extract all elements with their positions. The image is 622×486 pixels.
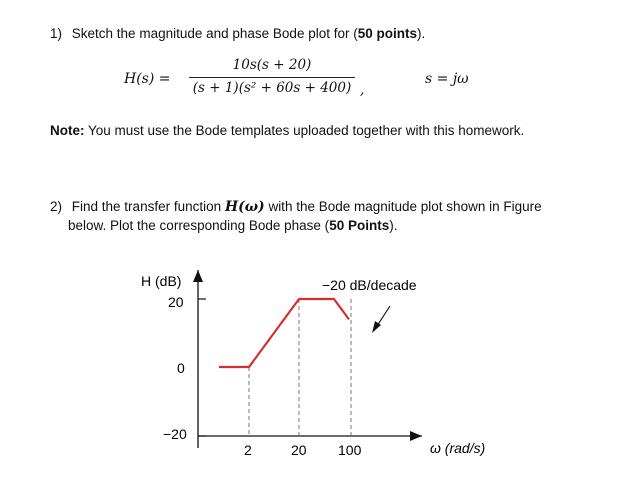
x-axis-arrow (410, 431, 422, 441)
x-tick-label-100: 100 (338, 442, 362, 458)
transfer-function-numerator: 10s(s + 20) (232, 57, 312, 73)
slope-annotation: −20 dB/decade (322, 277, 417, 293)
laplace-substitution: s = jω (425, 71, 469, 87)
question-1-prompt: Sketch the magnitude and phase Bode plot for ( (71, 26, 358, 41)
question-1-number: 1) (50, 26, 63, 41)
question-2-prompt-rest: with the Bode magnitude plot shown in Figure (264, 199, 542, 214)
note-text: You must use the Bode templates uploaded together with this homework. (84, 123, 525, 138)
transfer-function-denominator: (s + 1)(s² + 60s + 400) (192, 80, 352, 96)
y-tick-label-minus-20: −20 (163, 426, 187, 442)
transfer-function-symbol: H(ω) (224, 199, 265, 215)
question-2-prompt: Find the transfer function (71, 199, 225, 214)
y-axis-label: H (dB) (141, 273, 182, 289)
question-1-points: 50 points (357, 26, 417, 41)
question-2-points: 50 Points (329, 218, 390, 233)
magnitude-curve (219, 299, 349, 367)
x-tick-label-20: 20 (291, 442, 307, 458)
x-axis-label: ω (rad/s) (430, 440, 486, 456)
y-tick-label-20: 20 (168, 294, 184, 310)
transfer-function-comma: , (360, 82, 365, 98)
question-2-number: 2) (50, 199, 63, 214)
y-tick-label-0: 0 (177, 360, 185, 376)
transfer-function-lhs: H(s) = (124, 71, 171, 87)
question-2-prompt-line-2: below. Plot the corresponding Bode phase ( (68, 218, 330, 233)
note-label: Note: (50, 123, 85, 138)
question-2-close: ). (389, 218, 398, 233)
y-axis-arrow (193, 270, 203, 282)
question-1-close: ). (417, 26, 426, 41)
x-tick-label-2: 2 (244, 442, 252, 458)
annotation-pointer (377, 306, 390, 326)
